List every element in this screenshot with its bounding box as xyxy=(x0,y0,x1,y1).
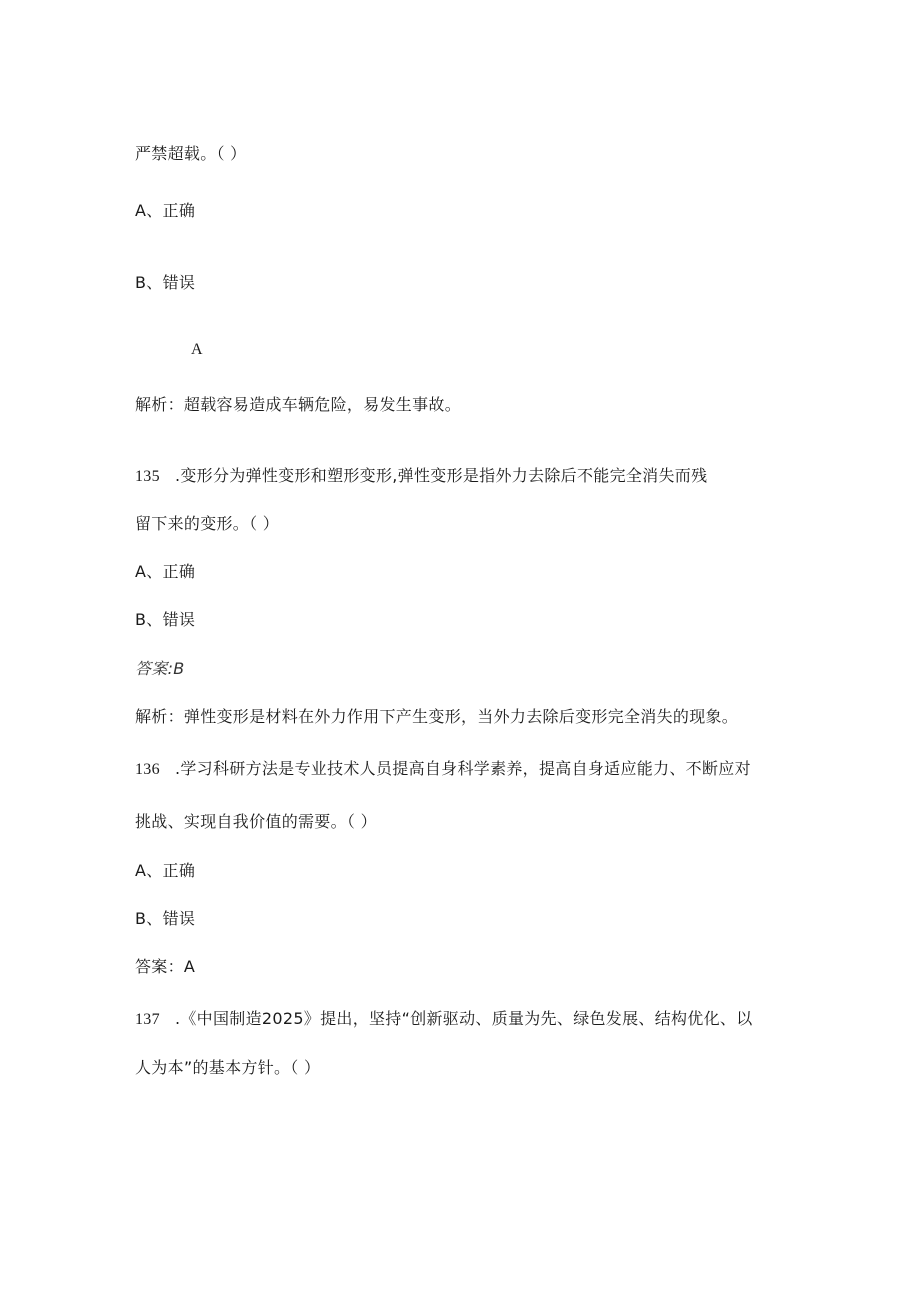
q135-number: 135 xyxy=(135,468,160,485)
q137-stem-line1 xyxy=(135,1009,753,1030)
q136-option-a: A、正确 xyxy=(135,861,196,880)
q137-stem-text: .《中国制造2025》提出，坚持“创新驱动、质量为先、绿色发展、结构优化、以 xyxy=(175,1009,753,1028)
q136-option-b: B、错误 xyxy=(135,909,196,928)
q134-stem-continuation: 严禁超载。（ ） xyxy=(135,144,247,163)
q136-stem-line1 xyxy=(135,759,751,780)
q135-answer: 答案:B xyxy=(135,659,185,678)
q135-stem-text: .变形分为弹性变形和塑形变形,弹性变形是指外力去除后不能完全消失而残 xyxy=(175,466,708,485)
q136-stem-text: .学习科研方法是专业技术人员提高自身科学素养，提高自身适应能力、不断应对 xyxy=(175,759,751,778)
q136-answer: 答案：A xyxy=(135,957,196,976)
q137-number: 137 xyxy=(135,1011,160,1028)
q136-number: 136 xyxy=(135,761,160,778)
q134-option-a: A、正确 xyxy=(135,201,196,220)
q135-option-b: B、错误 xyxy=(135,610,196,629)
q137-stem-line2: 人为本”的基本方针。（ ） xyxy=(135,1058,321,1077)
q135-stem-line1 xyxy=(135,466,707,487)
q134-analysis: 解析：超载容易造成车辆危险，易发生事故。 xyxy=(135,395,462,414)
q135-option-a: A、正确 xyxy=(135,562,196,581)
q135-stem-line2: 留下来的变形。（ ） xyxy=(135,514,280,533)
q136-stem-line2: 挑战、实现自我价值的需要。（ ） xyxy=(135,812,377,831)
q135-analysis: 解析：弹性变形是材料在外力作用下产生变形，当外力去除后变形完全消失的现象。 xyxy=(135,707,739,726)
q134-answer: A xyxy=(191,341,203,358)
q134-option-b: B、错误 xyxy=(135,273,196,292)
